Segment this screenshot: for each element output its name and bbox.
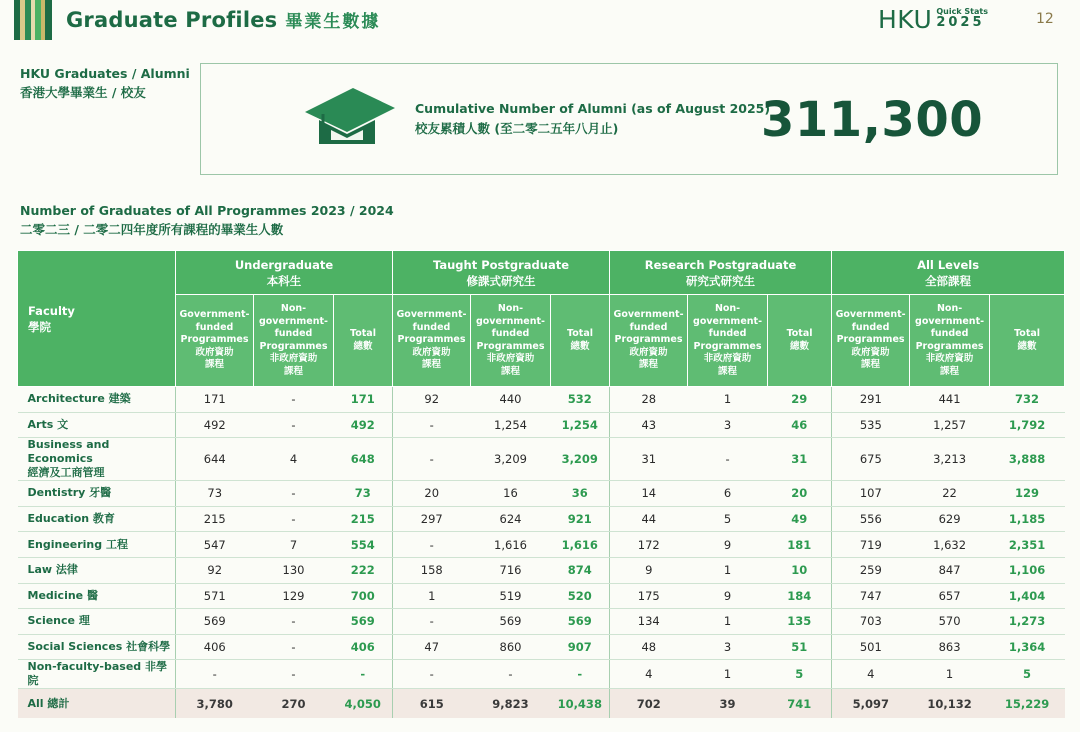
cell-total: 520 <box>551 583 610 609</box>
subheader-line: Programmes <box>180 334 249 346</box>
cell-government-funded: 5,097 <box>832 689 910 718</box>
subheader-government-funded <box>610 295 688 387</box>
subheader-total <box>334 295 393 387</box>
cell-government-funded: 215 <box>176 506 254 532</box>
subheader-line: Non- <box>714 303 741 314</box>
subheader-line: 總數 <box>570 340 590 352</box>
cell-government-funded: 259 <box>832 557 910 583</box>
group-header-zh: 全部課程 <box>925 273 972 288</box>
cell-total: 51 <box>768 634 832 660</box>
page-title-en: Graduate Profiles <box>66 8 278 32</box>
faculty-name-en: Business and Economics <box>27 438 110 466</box>
cell-non-government-funded: 10,132 <box>910 689 990 718</box>
cell-non-government-funded: 716 <box>471 557 551 583</box>
cell-non-government-funded: 1 <box>688 387 768 413</box>
cell-non-government-funded: - <box>688 438 768 481</box>
subheader-line: funded <box>708 328 747 339</box>
subheader-line: Non- <box>280 303 307 314</box>
cell-government-funded: 702 <box>610 689 688 718</box>
cell-total: 1,616 <box>551 532 610 558</box>
subheader-line: Programmes <box>915 340 984 352</box>
subheader-line: Total <box>567 328 593 339</box>
cell-total: 1,792 <box>990 412 1065 438</box>
group-header-research-postgraduate <box>610 251 832 295</box>
brand-name: HKU <box>878 5 933 34</box>
cell-government-funded: 547 <box>176 532 254 558</box>
alumni-label-en: HKU Graduates / Alumni <box>20 66 190 81</box>
section-heading-en: Number of Graduates of All Programmes 2023 / 2024 <box>20 203 394 218</box>
cell-non-government-funded: 9 <box>688 583 768 609</box>
cell-government-funded: - <box>393 438 471 481</box>
cell-government-funded: 47 <box>393 634 471 660</box>
cell-non-government-funded: - <box>254 506 334 532</box>
cell-government-funded: 20 <box>393 481 471 507</box>
cell-non-government-funded: 5 <box>688 506 768 532</box>
subheader-line: government- <box>258 315 328 327</box>
faculty-name <box>18 412 176 438</box>
subheader-non-government-funded <box>471 295 551 387</box>
cell-non-government-funded: 863 <box>910 634 990 660</box>
faculty-name-en: Medicine 醫 <box>27 588 98 602</box>
cell-non-government-funded: - <box>254 387 334 413</box>
cell-total: 129 <box>990 481 1065 507</box>
cell-total: 569 <box>334 609 393 635</box>
table-row <box>18 557 1065 583</box>
subheader-line: government- <box>915 315 985 327</box>
cell-government-funded: 501 <box>832 634 910 660</box>
subheader-line: funded <box>274 328 313 339</box>
cell-total: 171 <box>334 387 393 413</box>
subheader-line: Programmes <box>476 340 545 352</box>
cell-total: 1,273 <box>990 609 1065 635</box>
table-row <box>18 634 1065 660</box>
group-header-all-levels <box>832 251 1065 295</box>
subheader-government-funded <box>176 295 254 387</box>
cell-total: 532 <box>551 387 610 413</box>
cell-total: 10 <box>768 557 832 583</box>
cell-total: 554 <box>334 532 393 558</box>
alumni-label <box>20 64 190 102</box>
cell-total: 73 <box>334 481 393 507</box>
cell-government-funded: 171 <box>176 387 254 413</box>
cell-non-government-funded: 441 <box>910 387 990 413</box>
cell-non-government-funded: 860 <box>471 634 551 660</box>
cell-non-government-funded: 1,632 <box>910 532 990 558</box>
faculty-name <box>18 634 176 660</box>
cell-government-funded: 291 <box>832 387 910 413</box>
faculty-name <box>18 387 176 413</box>
cell-total: 181 <box>768 532 832 558</box>
subheader-line: 課程 <box>283 365 303 377</box>
cell-government-funded: 107 <box>832 481 910 507</box>
brand-mark <box>878 5 988 35</box>
cell-non-government-funded: 519 <box>471 583 551 609</box>
subheader-line: 課程 <box>639 359 659 371</box>
cell-total: 648 <box>334 438 393 481</box>
group-header-zh: 本科生 <box>266 273 302 288</box>
cell-government-funded: 44 <box>610 506 688 532</box>
cell-non-government-funded: - <box>254 412 334 438</box>
cell-non-government-funded: 16 <box>471 481 551 507</box>
subheader-line: Non- <box>497 303 524 314</box>
group-header-en: Research Postgraduate <box>644 257 797 272</box>
subheader-line: funded <box>851 321 890 333</box>
cell-government-funded: - <box>393 532 471 558</box>
subheader-line: Government- <box>396 309 467 321</box>
faculty-name-en: Education 教育 <box>27 512 115 526</box>
subheader-line: funded <box>195 321 234 333</box>
alumni-label-zh: 香港大學畢業生 / 校友 <box>20 85 146 100</box>
cell-government-funded: 571 <box>176 583 254 609</box>
cell-non-government-funded: 847 <box>910 557 990 583</box>
table-row <box>18 438 1065 481</box>
subheader-line: 課程 <box>940 365 960 377</box>
subheader-line: funded <box>412 321 451 333</box>
cell-total: 184 <box>768 583 832 609</box>
faculty-name-en: Arts 文 <box>27 417 69 431</box>
subheader-line: Total <box>1014 328 1041 339</box>
alumni-caption <box>415 99 770 139</box>
cell-total: 3,888 <box>990 438 1065 481</box>
brand-subtitle: Quick Stats <box>936 7 988 16</box>
group-header-taught-postgraduate <box>393 251 610 295</box>
group-header-en: Taught Postgraduate <box>432 257 570 272</box>
faculty-name <box>18 481 176 507</box>
cell-total: 5 <box>990 660 1065 689</box>
hku-logo-icon <box>14 0 52 40</box>
subheader-line: 課程 <box>500 365 520 377</box>
cell-government-funded: 675 <box>832 438 910 481</box>
table-row <box>18 387 1065 413</box>
cell-total: - <box>551 660 610 689</box>
faculty-name <box>18 660 176 689</box>
section-heading <box>20 201 394 239</box>
cell-non-government-funded: 440 <box>471 387 551 413</box>
group-header-en: All Levels <box>917 257 980 272</box>
subheader-line: 非政府資助 <box>486 353 535 364</box>
cell-total: 1,185 <box>990 506 1065 532</box>
subheader-line: 非政府資助 <box>925 353 974 364</box>
subheader-line: 政府資助 <box>629 346 668 358</box>
faculty-name-en: All 總計 <box>27 696 70 710</box>
cell-non-government-funded: 570 <box>910 609 990 635</box>
faculty-name-en: Engineering 工程 <box>27 537 128 551</box>
cell-non-government-funded: 9,823 <box>471 689 551 718</box>
cell-non-government-funded: 3 <box>688 634 768 660</box>
subheader-line: Programmes <box>693 340 762 352</box>
cell-non-government-funded: 629 <box>910 506 990 532</box>
subheader-line: Programmes <box>836 334 905 346</box>
subheader-line: 非政府資助 <box>703 353 752 364</box>
subheader-total <box>768 295 832 387</box>
cell-total: 2,351 <box>990 532 1065 558</box>
subheader-non-government-funded <box>688 295 768 387</box>
cell-government-funded: 175 <box>610 583 688 609</box>
group-header-en: Undergraduate <box>234 257 334 272</box>
graduates-table <box>17 250 1065 718</box>
subheader-line: funded <box>930 328 969 339</box>
subheader-line: 總數 <box>1017 340 1037 352</box>
faculty-header <box>18 251 176 387</box>
faculty-name-en: Law 法律 <box>27 563 78 577</box>
cell-government-funded: 158 <box>393 557 471 583</box>
cell-non-government-funded: 39 <box>688 689 768 718</box>
subheader-line: Programmes <box>259 340 328 352</box>
faculty-name-zh: 經濟及工商管理 <box>27 466 105 480</box>
subheader-line: 政府資助 <box>851 346 890 358</box>
subheader-line: government- <box>475 315 545 327</box>
cell-non-government-funded: 3,209 <box>471 438 551 481</box>
faculty-name <box>18 689 176 718</box>
cell-non-government-funded: 7 <box>254 532 334 558</box>
subheader-line: 課程 <box>861 359 881 371</box>
subheader-line: Non- <box>936 303 963 314</box>
cell-total: 1,254 <box>551 412 610 438</box>
cell-government-funded: 92 <box>393 387 471 413</box>
subheader-line: government- <box>693 315 763 327</box>
faculty-name <box>18 583 176 609</box>
cell-total: 732 <box>990 387 1065 413</box>
cell-non-government-funded: - <box>471 660 551 689</box>
cell-government-funded: 297 <box>393 506 471 532</box>
cell-total: 20 <box>768 481 832 507</box>
page-title-zh: 畢業生數據 <box>285 12 381 32</box>
cell-total: 49 <box>768 506 832 532</box>
section-heading-zh: 二零二三 / 二零二四年度所有課程的畢業生人數 <box>20 222 284 237</box>
cell-non-government-funded: - <box>254 634 334 660</box>
cell-government-funded: 4 <box>832 660 910 689</box>
cell-total: 1,364 <box>990 634 1065 660</box>
cell-non-government-funded: 6 <box>688 481 768 507</box>
cell-government-funded: 703 <box>832 609 910 635</box>
faculty-name-en: Science 理 <box>27 614 90 628</box>
subheader-line: 政府資助 <box>195 346 234 358</box>
cell-government-funded: 644 <box>176 438 254 481</box>
cell-total: - <box>334 660 393 689</box>
cell-non-government-funded: 1 <box>688 557 768 583</box>
cell-total: 1,106 <box>990 557 1065 583</box>
cell-government-funded: 43 <box>610 412 688 438</box>
cell-total: 222 <box>334 557 393 583</box>
cell-government-funded: 14 <box>610 481 688 507</box>
cell-government-funded: 31 <box>610 438 688 481</box>
cell-non-government-funded: 1,616 <box>471 532 551 558</box>
subheader-total <box>990 295 1065 387</box>
subheader-line: 總數 <box>353 340 373 352</box>
faculty-name-en: Non-faculty-based 非學院 <box>27 660 167 688</box>
faculty-name <box>18 532 176 558</box>
subheader-line: funded <box>629 321 668 333</box>
cell-non-government-funded: 657 <box>910 583 990 609</box>
cell-total: 215 <box>334 506 393 532</box>
cell-government-funded: - <box>176 660 254 689</box>
cell-government-funded: 492 <box>176 412 254 438</box>
faculty-name <box>18 609 176 635</box>
cell-government-funded: - <box>393 609 471 635</box>
cell-government-funded: 134 <box>610 609 688 635</box>
cell-non-government-funded: 4 <box>254 438 334 481</box>
cell-total: 569 <box>551 609 610 635</box>
subheader-line: Programmes <box>397 334 466 346</box>
subheader-line: Programmes <box>614 334 683 346</box>
cell-total: 36 <box>551 481 610 507</box>
cell-non-government-funded: 129 <box>254 583 334 609</box>
table-row <box>18 532 1065 558</box>
graduation-cap-icon <box>301 84 397 152</box>
table-row <box>18 412 1065 438</box>
group-header-undergraduate <box>176 251 393 295</box>
cell-total: 406 <box>334 634 393 660</box>
faculty-name-en: Architecture 建築 <box>27 392 131 406</box>
subheader-line: 課程 <box>204 359 224 371</box>
cell-total: 31 <box>768 438 832 481</box>
cell-non-government-funded: 1 <box>688 660 768 689</box>
cell-government-funded: 48 <box>610 634 688 660</box>
subheader-line: Government- <box>613 309 684 321</box>
cell-non-government-funded: - <box>254 660 334 689</box>
cell-total: 907 <box>551 634 610 660</box>
subheader-non-government-funded <box>254 295 334 387</box>
table-row <box>18 583 1065 609</box>
table-row <box>18 660 1065 689</box>
cell-non-government-funded: 1,257 <box>910 412 990 438</box>
cell-government-funded: 3,780 <box>176 689 254 718</box>
cell-total: 921 <box>551 506 610 532</box>
group-header-zh: 研究式研究生 <box>686 273 756 288</box>
faculty-header-en: Faculty <box>28 303 75 318</box>
cell-government-funded: - <box>393 660 471 689</box>
cell-non-government-funded: 270 <box>254 689 334 718</box>
subheader-total <box>551 295 610 387</box>
page-number: 12 <box>1036 11 1054 27</box>
alumni-caption-zh: 校友累積人數 (至二零二五年八月止) <box>415 121 619 136</box>
cell-government-funded: 747 <box>832 583 910 609</box>
alumni-caption-en: Cumulative Number of Alumni (as of August 2025) <box>415 101 771 116</box>
cell-non-government-funded: - <box>254 609 334 635</box>
cell-government-funded: - <box>393 412 471 438</box>
cell-total: 10,438 <box>551 689 610 718</box>
subheader-non-government-funded <box>910 295 990 387</box>
cell-total: 135 <box>768 609 832 635</box>
brand-year: 2025 <box>936 15 985 30</box>
group-header-zh: 修課式研究生 <box>466 273 536 288</box>
subheader-line: 總數 <box>790 340 810 352</box>
cell-total: 1,404 <box>990 583 1065 609</box>
cell-total: 29 <box>768 387 832 413</box>
cell-non-government-funded: 1 <box>910 660 990 689</box>
faculty-name <box>18 438 176 481</box>
cell-government-funded: 556 <box>832 506 910 532</box>
subheader-line: 政府資助 <box>412 346 451 358</box>
cell-government-funded: 9 <box>610 557 688 583</box>
cell-non-government-funded: 1 <box>688 609 768 635</box>
cell-government-funded: 4 <box>610 660 688 689</box>
cell-non-government-funded: 9 <box>688 532 768 558</box>
cell-non-government-funded: 569 <box>471 609 551 635</box>
cell-government-funded: 92 <box>176 557 254 583</box>
cell-government-funded: 28 <box>610 387 688 413</box>
subheader-government-funded <box>832 295 910 387</box>
cell-total: 5 <box>768 660 832 689</box>
cell-total: 741 <box>768 689 832 718</box>
faculty-name-en: Dentistry 牙醫 <box>27 486 112 500</box>
cell-government-funded: 535 <box>832 412 910 438</box>
table-row <box>18 481 1065 507</box>
cell-government-funded: 172 <box>610 532 688 558</box>
cell-total: 874 <box>551 557 610 583</box>
cell-total: 46 <box>768 412 832 438</box>
faculty-name <box>18 557 176 583</box>
cell-non-government-funded: 22 <box>910 481 990 507</box>
page-title <box>66 7 380 32</box>
cell-non-government-funded: 130 <box>254 557 334 583</box>
subheader-government-funded <box>393 295 471 387</box>
table-row <box>18 609 1065 635</box>
cell-government-funded: 1 <box>393 583 471 609</box>
cell-total: 492 <box>334 412 393 438</box>
cell-government-funded: 406 <box>176 634 254 660</box>
cell-total: 700 <box>334 583 393 609</box>
subheader-line: Government- <box>179 309 250 321</box>
cell-total: 4,050 <box>334 689 393 718</box>
cell-government-funded: 569 <box>176 609 254 635</box>
subheader-row <box>18 295 1065 387</box>
subheader-line: funded <box>491 328 530 339</box>
cell-non-government-funded: 1,254 <box>471 412 551 438</box>
cell-government-funded: 615 <box>393 689 471 718</box>
subheader-line: Total <box>350 328 376 339</box>
alumni-count: 311,300 <box>761 92 984 148</box>
alumni-card <box>200 63 1058 175</box>
cell-total: 15,229 <box>990 689 1065 718</box>
cell-non-government-funded: 3,213 <box>910 438 990 481</box>
cell-non-government-funded: - <box>254 481 334 507</box>
cell-government-funded: 719 <box>832 532 910 558</box>
cell-government-funded: 73 <box>176 481 254 507</box>
subheader-line: Government- <box>835 309 906 321</box>
subheader-line: 課程 <box>421 359 441 371</box>
subheader-line: Total <box>786 328 813 339</box>
cell-total: 3,209 <box>551 438 610 481</box>
cell-non-government-funded: 3 <box>688 412 768 438</box>
table-row <box>18 506 1065 532</box>
faculty-name <box>18 506 176 532</box>
cell-non-government-funded: 624 <box>471 506 551 532</box>
table-body <box>18 387 1065 718</box>
subheader-line: 非政府資助 <box>269 353 318 364</box>
faculty-header-zh: 學院 <box>28 319 51 334</box>
subheader-line: 課程 <box>718 365 738 377</box>
total-row <box>18 689 1065 718</box>
faculty-name-en: Social Sciences 社會科學 <box>27 640 171 654</box>
